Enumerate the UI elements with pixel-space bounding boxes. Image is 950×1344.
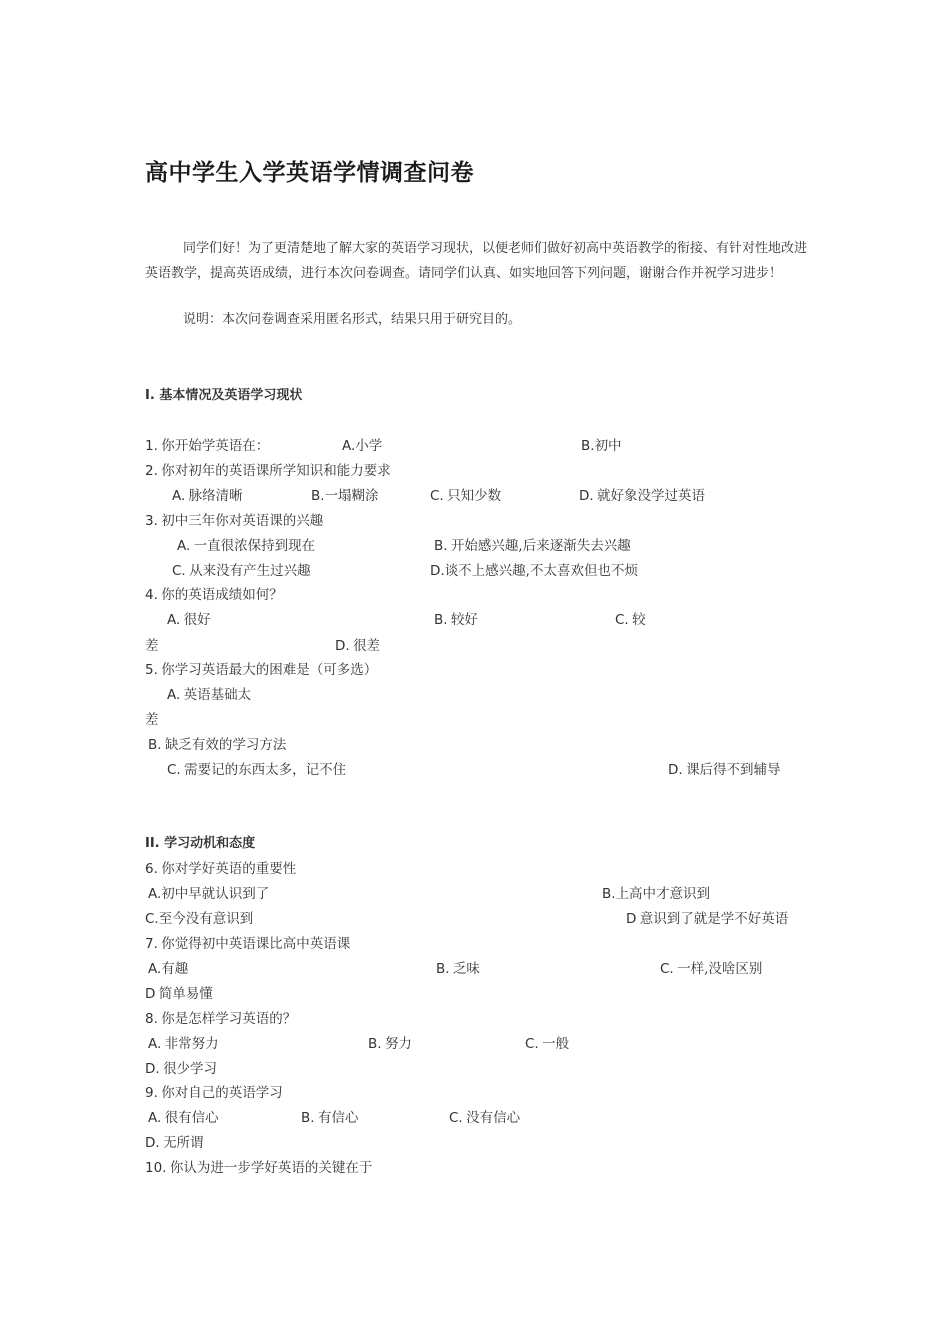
q1-option-a: A.小学	[342, 438, 383, 454]
section-number: II.	[145, 836, 160, 851]
q5-option-b: B. 缺乏有效的学习方法	[148, 737, 287, 753]
question-9: 9. 你对自己的英语学习	[145, 1085, 283, 1101]
section-heading-2	[145, 835, 255, 853]
question-2: 2. 你对初年的英语课所学知识和能力要求	[145, 463, 391, 479]
page-title: 高中学生入学英语学情调查问卷	[145, 160, 474, 186]
section-title: 基本情况及英语学习现状	[159, 388, 303, 403]
q2-option-d: D. 就好象没学过英语	[579, 488, 706, 504]
q1-option-b: B.初中	[581, 438, 622, 454]
q3-option-a: A. 一直很浓保持到现在	[177, 538, 316, 554]
q8-option-c: C. 一般	[525, 1036, 570, 1052]
q4-option-d: D. 很差	[335, 638, 381, 654]
q7-option-d: D 简单易懂	[145, 986, 213, 1002]
q9-option-a: A. 很有信心	[148, 1110, 219, 1126]
q8-option-d: D. 很少学习	[145, 1061, 218, 1077]
q4-option-c: C. 较	[615, 612, 646, 628]
q5-option-a: A. 英语基础太	[167, 687, 252, 703]
question-4: 4. 你的英语成绩如何？	[145, 587, 283, 603]
q4-option-b: B. 较好	[434, 612, 478, 628]
q9-option-d: D. 无所谓	[145, 1135, 204, 1151]
question-6: 6. 你对学好英语的重要性	[145, 861, 297, 877]
question-7: 7. 你觉得初中英语课比高中英语课	[145, 936, 351, 952]
q6-option-b: B.上高中才意识到	[602, 886, 711, 902]
q3-option-d: D.谈不上感兴趣,不太喜欢但也不烦	[430, 563, 638, 579]
q7-option-c: C. 一样,没啥区别	[660, 961, 763, 977]
q8-option-b: B. 努力	[368, 1036, 412, 1052]
q9-option-b: B. 有信心	[301, 1110, 359, 1126]
section-title: 学习动机和态度	[164, 836, 256, 851]
q3-option-b: B. 开始感兴趣,后来逐渐失去兴趣	[434, 538, 631, 554]
q2-option-a: A. 脉络清晰	[172, 488, 243, 504]
q7-option-b: B. 乏味	[436, 961, 480, 977]
intro-note: 说明：本次问卷调查采用匿名形式，结果只用于研究目的。	[183, 312, 522, 327]
intro-paragraph: 同学们好！为了更清楚地了解大家的英语学习现状，以便老师们做好初高中英语教学的衔接、有针对性地改进英语教学，提高英语成绩，进行本次问卷调查。请同学们认真、如实地回答下列问题，谢谢合作并祝学习进步！	[145, 241, 808, 281]
question-1: 1. 你开始学英语在：	[145, 438, 270, 454]
q9-option-c: C. 没有信心	[449, 1110, 521, 1126]
q8-option-a: A. 非常努力	[148, 1036, 219, 1052]
q2-option-c: C. 只知少数	[430, 488, 502, 504]
q2-option-b: B.一塌糊涂	[311, 488, 379, 504]
q6-option-c: C.至今没有意识到	[145, 911, 254, 927]
section-heading-1	[145, 387, 302, 405]
question-8: 8. 你是怎样学习英语的？	[145, 1011, 297, 1027]
q6-option-d: D 意识到了就是学不好英语	[626, 911, 789, 927]
q5-option-d: D. 课后得不到辅导	[668, 762, 781, 778]
question-5: 5. 你学习英语最大的困难是（可多选）	[145, 662, 378, 678]
q5-option-c: C. 需要记的东西太多，记不住	[167, 762, 347, 778]
q4-option-c-continued: 差	[145, 638, 159, 654]
question-3: 3. 初中三年你对英语课的兴趣	[145, 513, 324, 529]
q5-option-a-continued: 差	[145, 712, 159, 728]
q4-option-a: A. 很好	[167, 612, 211, 628]
section-number: I.	[145, 388, 155, 403]
q7-option-a: A.有趣	[148, 961, 189, 977]
q6-option-a: A.初中早就认识到了	[148, 886, 270, 902]
question-10: 10. 你认为进一步学好英语的关键在于	[145, 1160, 373, 1176]
q3-option-c: C. 从来没有产生过兴趣	[172, 563, 311, 579]
